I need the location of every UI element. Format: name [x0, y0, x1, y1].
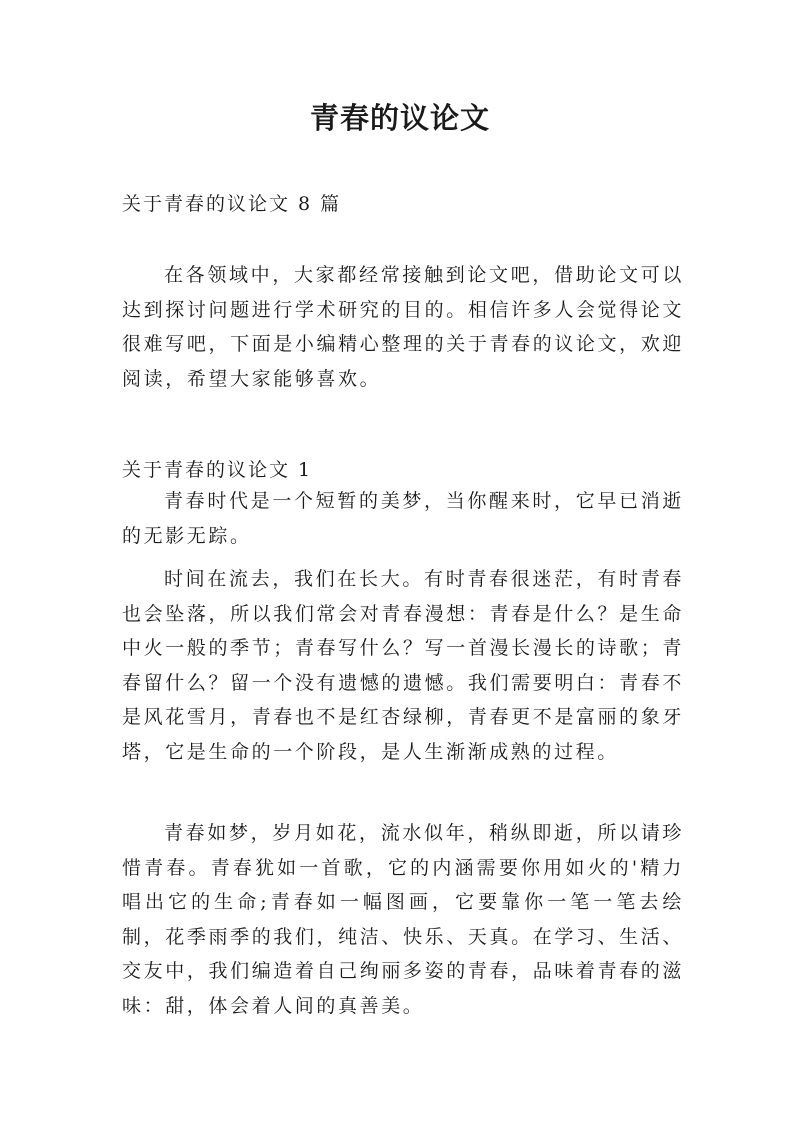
body-paragraph: 青春时代是一个短暂的美梦，当你醒来时，它早已消逝的无影无踪。	[122, 490, 684, 547]
body-paragraph: 青春如梦，岁月如花，流水似年，稍纵即逝，所以请珍惜青春。青春犹如一首歌，它的内涵需要你用如火的'精力唱出它的生命;青春如一幅图画，它要靠你一笔一笔去绘制，花季雨季的我们，纯洁、快乐、天真。在学习、生活、交友中，我们编造着自己绚丽多姿的青春，品味着青春的滋味：甜，体会着人间的真善美。	[122, 822, 684, 1017]
document-title: 青春的议论文	[309, 101, 490, 135]
intro-paragraph: 在各领域中，大家都经常接触到论文吧，借助论文可以达到探讨问题进行学术研究的目的。相信许多人会觉得论文很难写吧，下面是小编精心整理的关于青春的议论文，欢迎阅读，希望大家能够喜欢。	[122, 264, 684, 390]
document-subtitle: 关于青春的议论文 8 篇	[122, 193, 342, 215]
body-paragraph: 时间在流去，我们在长大。有时青春很迷茫，有时青春也会坠落，所以我们常会对青春漫想：青春是什么？是生命中火一般的季节；青春写什么？写一首漫长漫长的诗歌；青春留什么？留一个没有遗憾的遗憾。我们需要明白：青春不是风花雪月，青春也不是红杏绿柳，青春更不是富丽的象牙塔，它是生命的一个阶段，是人生渐渐成熟的过程。	[122, 568, 684, 763]
section-heading: 关于青春的议论文 1	[122, 459, 313, 481]
